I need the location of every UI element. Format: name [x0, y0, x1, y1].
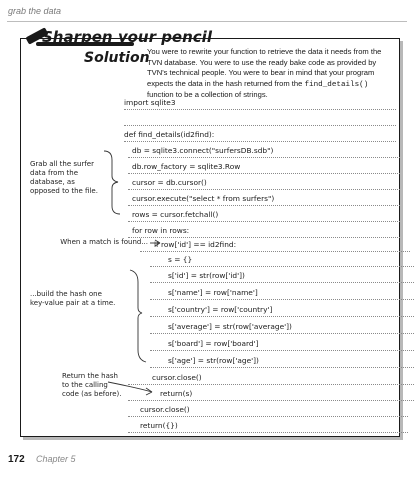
- code-line: s['board'] = row['board']: [150, 338, 414, 351]
- code-line: [124, 113, 396, 126]
- chapter-label: Chapter 5: [36, 454, 76, 464]
- instructions-text-after: function to be a collection of strings.: [147, 90, 268, 99]
- code-line: cursor.close(): [128, 372, 414, 385]
- code-line: s['id'] = str(row['id']): [150, 270, 414, 283]
- annotation-return-hash: Return the hash to the calling code (as before).: [62, 372, 122, 398]
- sharpen-pencil-badge: [26, 28, 212, 76]
- page-number: 172: [8, 454, 25, 465]
- badge-title: Sharpen your pencil: [42, 28, 212, 46]
- code-line: s['name'] = row['name']: [150, 287, 414, 300]
- instructions-paragraph: [147, 47, 395, 101]
- section-label: grab the data: [8, 6, 62, 16]
- code-line: return(s): [128, 388, 414, 401]
- code-line: return({}): [128, 420, 408, 433]
- code-line: if row['id'] == id2find:: [140, 239, 410, 252]
- code-line: db = sqlite3.connect("surfersDB.sdb"): [128, 145, 400, 158]
- code-line: cursor = db.cursor(): [128, 177, 400, 190]
- header-rule: [7, 21, 407, 22]
- annotation-build-hash: ...build the hash one key-value pair at a time.: [30, 290, 116, 307]
- code-line: s['country'] = row['country']: [150, 304, 414, 317]
- code-line: cursor.close(): [128, 404, 408, 417]
- code-line: db.row_factory = sqlite3.Row: [128, 161, 400, 174]
- code-line: for row in rows:: [128, 225, 400, 238]
- annotation-grab-all: Grab all the surfer data from the database, as opposed to the file.: [30, 160, 98, 195]
- code-line: cursor.execute("select * from surfers"): [128, 193, 400, 206]
- code-line: s['age'] = str(row['age']): [150, 355, 414, 368]
- code-line: import sqlite3: [124, 97, 396, 110]
- code-line: def find_details(id2find):: [124, 129, 396, 142]
- code-line: s['average'] = str(row['average']): [150, 321, 414, 334]
- annotation-when-match: When a match is found...: [60, 238, 148, 246]
- function-name: find_details(): [304, 80, 369, 89]
- instructions-text-before: You were to rewrite your function to retrieve the data it needs from the TVN database. You were to use the ready bake code as provided by TVN's technical people. You were to bear in mind that your program expects the data in the hash returned from the: [147, 47, 382, 88]
- code-line: rows = cursor.fetchall(): [128, 209, 400, 222]
- badge-subtitle: Solution: [84, 50, 150, 66]
- code-line: s = {}: [150, 254, 414, 267]
